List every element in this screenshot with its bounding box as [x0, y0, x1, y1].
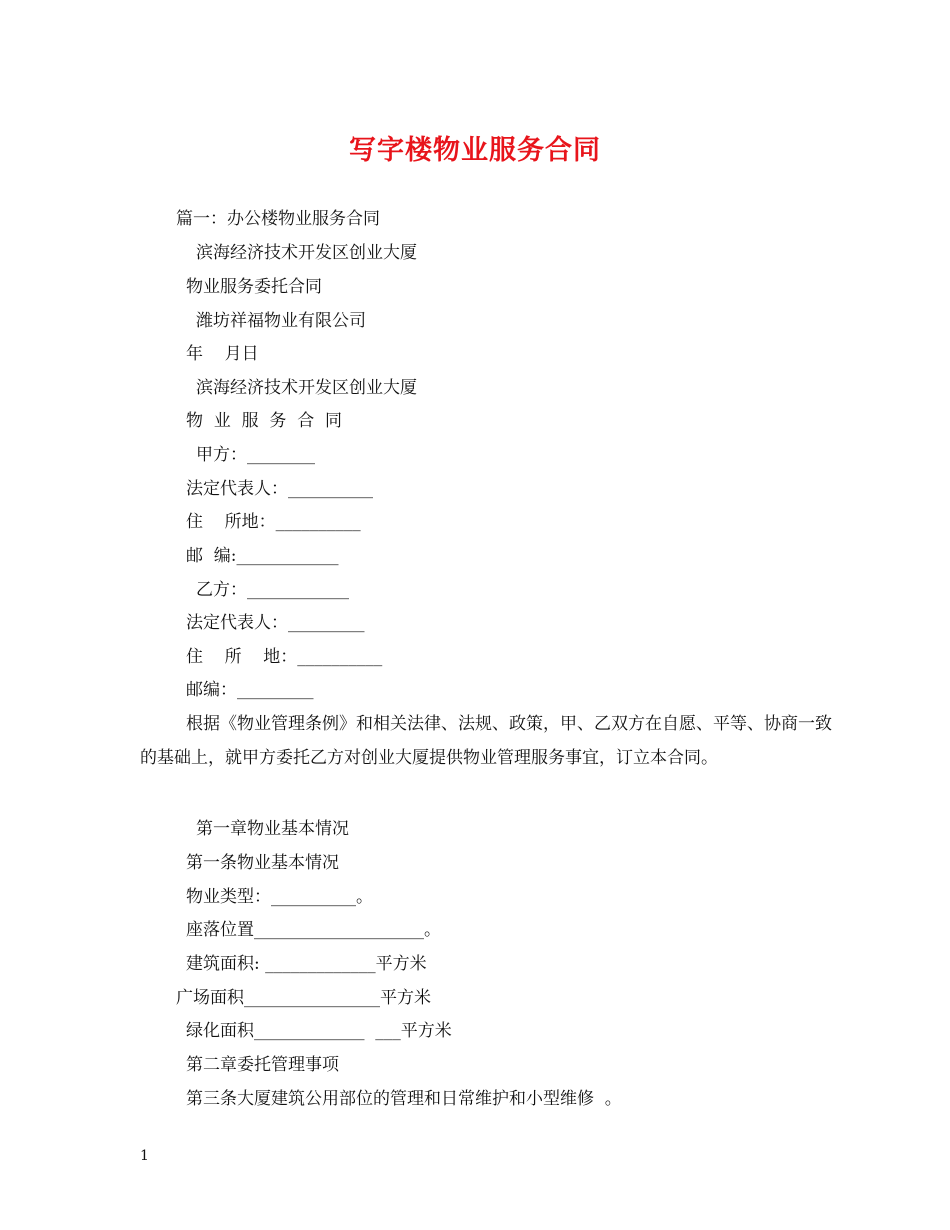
document-title: 写字楼物业服务合同 [349, 135, 601, 166]
chapter-heading: 第一章物业基本情况 [196, 819, 349, 839]
party-a-field: 甲方：________ [196, 445, 315, 465]
green-area-field: 绿化面积_____________ ___平方米 [186, 1021, 452, 1041]
property-type-field: 物业类型：__________。 [186, 887, 373, 907]
legal-rep-field: 法定代表人：_________ [186, 613, 365, 633]
legal-rep-field: 法定代表人：__________ [186, 479, 373, 499]
text-line: 物业服务委托合同 [186, 277, 322, 297]
article-heading: 第三条大厦建筑公用部位的管理和日常维护和小型维修 。 [186, 1089, 622, 1109]
article-heading: 第一条物业基本情况 [186, 853, 339, 873]
postcode-field: 邮编：_________ [186, 680, 314, 700]
text-line: 滨海经济技术开发区创业大厦 [196, 378, 417, 398]
party-b-field: 乙方：____________ [196, 580, 349, 600]
body-paragraph: 根据《物业管理条例》和相关法律、法规、政策，甲、乙双方在自愿、平等、协商一致的基础上，就甲方委托乙方对创业大厦提供物业管理服务事宜，订立本合同。 [140, 714, 832, 768]
chapter-heading: 第二章委托管理事项 [186, 1055, 339, 1075]
plaza-area-field: 广场面积________________平方米 [176, 988, 431, 1008]
location-field: 座落位置____________________。 [186, 920, 441, 940]
contract-heading: 物 业 服 务 合 同 [186, 411, 343, 431]
postcode-field: 邮 编:____________ [186, 546, 339, 566]
text-line: 滨海经济技术开发区创业大厦 [196, 243, 417, 263]
date-line: 年 月日 [186, 344, 259, 364]
building-area-field: 建筑面积: _____________平方米 [186, 954, 427, 974]
section-heading: 篇一：办公楼物业服务合同 [176, 209, 380, 229]
text-line: 潍坊祥福物业有限公司 [196, 311, 366, 331]
address-field: 住 所地：__________ [186, 512, 361, 532]
page-number: 1 [140, 1148, 149, 1164]
address-field: 住 所 地：__________ [186, 647, 383, 667]
